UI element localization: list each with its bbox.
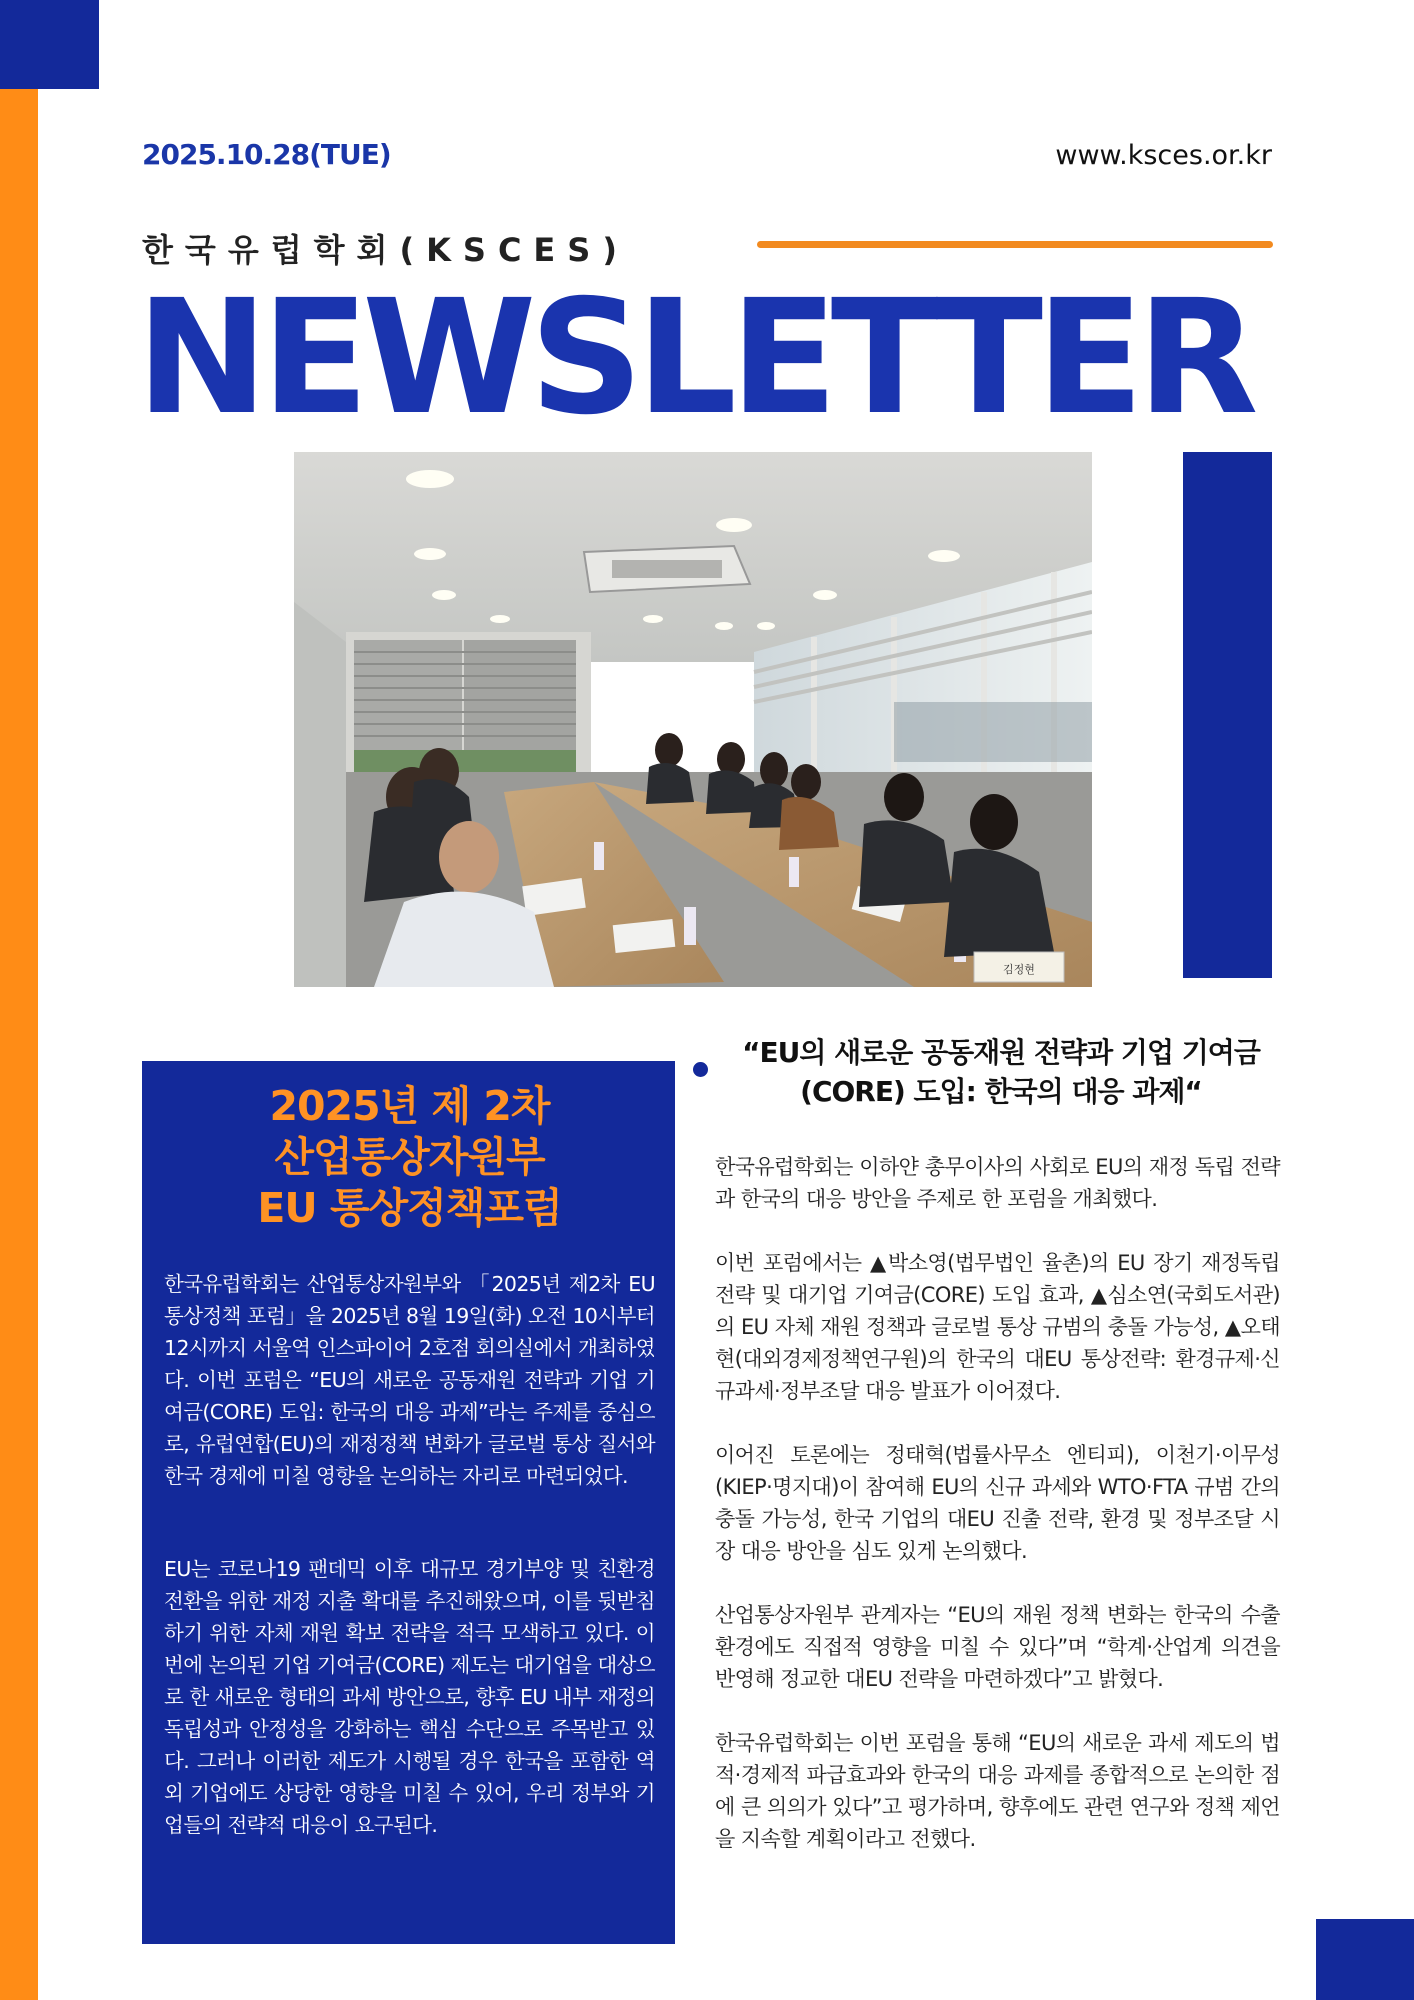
forum-summary-box xyxy=(142,1061,675,1944)
article-body xyxy=(715,1151,1280,1887)
article-paragraph-1: 한국유럽학회는 이하얀 총무이사의 사회로 EU의 재정 독립 전략과 한국의 대응 방안을 주제로 한 포럼을 개최했다. xyxy=(715,1155,1280,1211)
article-headline-line-2: (CORE) 도입: 한국의 대응 과제“ xyxy=(800,1075,1202,1108)
article-paragraph-5: 한국유럽학회는 이번 포럼을 통해 “EU의 새로운 과세 제도의 법적·경제적 파급효과와 한국의 대응 과제를 종합적으로 논의한 점에 큰 의의가 있다”고 평가하며, 향후에도 관련 연구와 정책 제언을 지속할 계획이라고 전했다. xyxy=(715,1731,1280,1851)
header-accent-line xyxy=(757,241,1273,248)
headline-bullet-icon xyxy=(693,1062,708,1077)
name-card-text: 김정현 xyxy=(1003,963,1035,976)
article-paragraph-2: 이번 포럼에서는 ▲박소영(법무법인 율촌)의 EU 장기 재정독립 전략 및 대기업 기여금(CORE) 도입 효과, ▲심소연(국회도서관)의 EU 자체 재원 정책과 글로벌 통상 규범의 충돌 가능성, ▲오태현(대외경제정책연구원)의 한국의 대EU 통상전략: 환경규제·신규과세·정부조달 대응 발표가 이어졌다. xyxy=(715,1251,1280,1403)
article-headline xyxy=(712,1033,1290,1111)
masthead-title: NEWSLETTER xyxy=(136,266,1252,450)
article-paragraph-3: 이어진 토론에는 정태혁(법률사무소 엔티피), 이천기·이무성(KIEP·명지대)이 참여해 EU의 신규 과세와 WTO·FTA 규범 간의 충돌 가능성, 한국 기업의 대EU 진출 전략, 환경 및 정부조달 시장 대응 방안을 심도 있게 논의했다. xyxy=(715,1443,1280,1563)
article-paragraph-4: 산업통상자원부 관계자는 “EU의 재원 정책 변화는 한국의 수출 환경에도 직접적 영향을 미칠 수 있다”며 “학계·산업계 의견을 반영해 정교한 대EU 전략을 마련하겠다”고 밝혔다. xyxy=(715,1603,1280,1691)
society-name: 한국유럽학회(KSCES) xyxy=(142,231,629,269)
side-accent-bar xyxy=(0,89,38,2000)
corner-block-bottom-right xyxy=(1316,1919,1414,2000)
forum-summary-paragraph-1: 한국유럽학회는 산업통상자원부와 「2025년 제2차 EU통상정책 포럼」을 2025년 8월 19일(화) 오전 10시부터 12시까지 서울역 인스파이어 2호점 회의실에서 개최하였다. 이번 포럼은 “EU의 새로운 공동재원 전략과 기업 기여금(CORE) 도입: 한국의 대응 과제”라는 주제를 중심으로, 유럽연합(EU)의 재정정책 변화가 글로벌 통상 질서와 한국 경제에 미칠 영향을 논의하는 자리로 마련되었다. xyxy=(164,1272,655,1488)
photo-side-bar xyxy=(1183,452,1272,978)
forum-summary-paragraph-2: EU는 코로나19 팬데믹 이후 대규모 경기부양 및 친환경 전환을 위한 재정 지출 확대를 추진해왔으며, 이를 뒷받침하기 위한 자체 재원 확보 전략을 적극 모색하고 있다. 이번에 논의된 기업 기여금(CORE) 제도는 대기업을 대상으로 한 새로운 형태의 과세 방안으로, 향후 EU 내부 재정의 독립성과 안정성을 강화하는 핵심 수단으로 주목받고 있다. 그러나 이러한 제도가 시행될 경우 한국을 포함한 역외 기업에도 상당한 영향을 미칠 수 있어, 우리 정부와 기업들의 전략적 대응이 요구된다. xyxy=(164,1557,655,1837)
corner-block-top-left xyxy=(0,0,99,89)
forum-title-line-2: 산업통상자원부 xyxy=(274,1133,545,1181)
photo-conference-meeting-icon xyxy=(294,452,1092,987)
issue-date: 2025.10.28(TUE) xyxy=(142,138,391,171)
forum-title-line-1: 2025년 제 2차 xyxy=(269,1082,550,1130)
forum-title-line-3: EU 통상정책포럼 xyxy=(257,1184,562,1232)
forum-title xyxy=(164,1081,655,1234)
website-url[interactable]: www.ksces.or.kr xyxy=(1055,140,1272,171)
article-headline-line-1: “EU의 새로운 공동재원 전략과 기업 기여금 xyxy=(742,1036,1260,1069)
forum-photo xyxy=(294,452,1092,987)
